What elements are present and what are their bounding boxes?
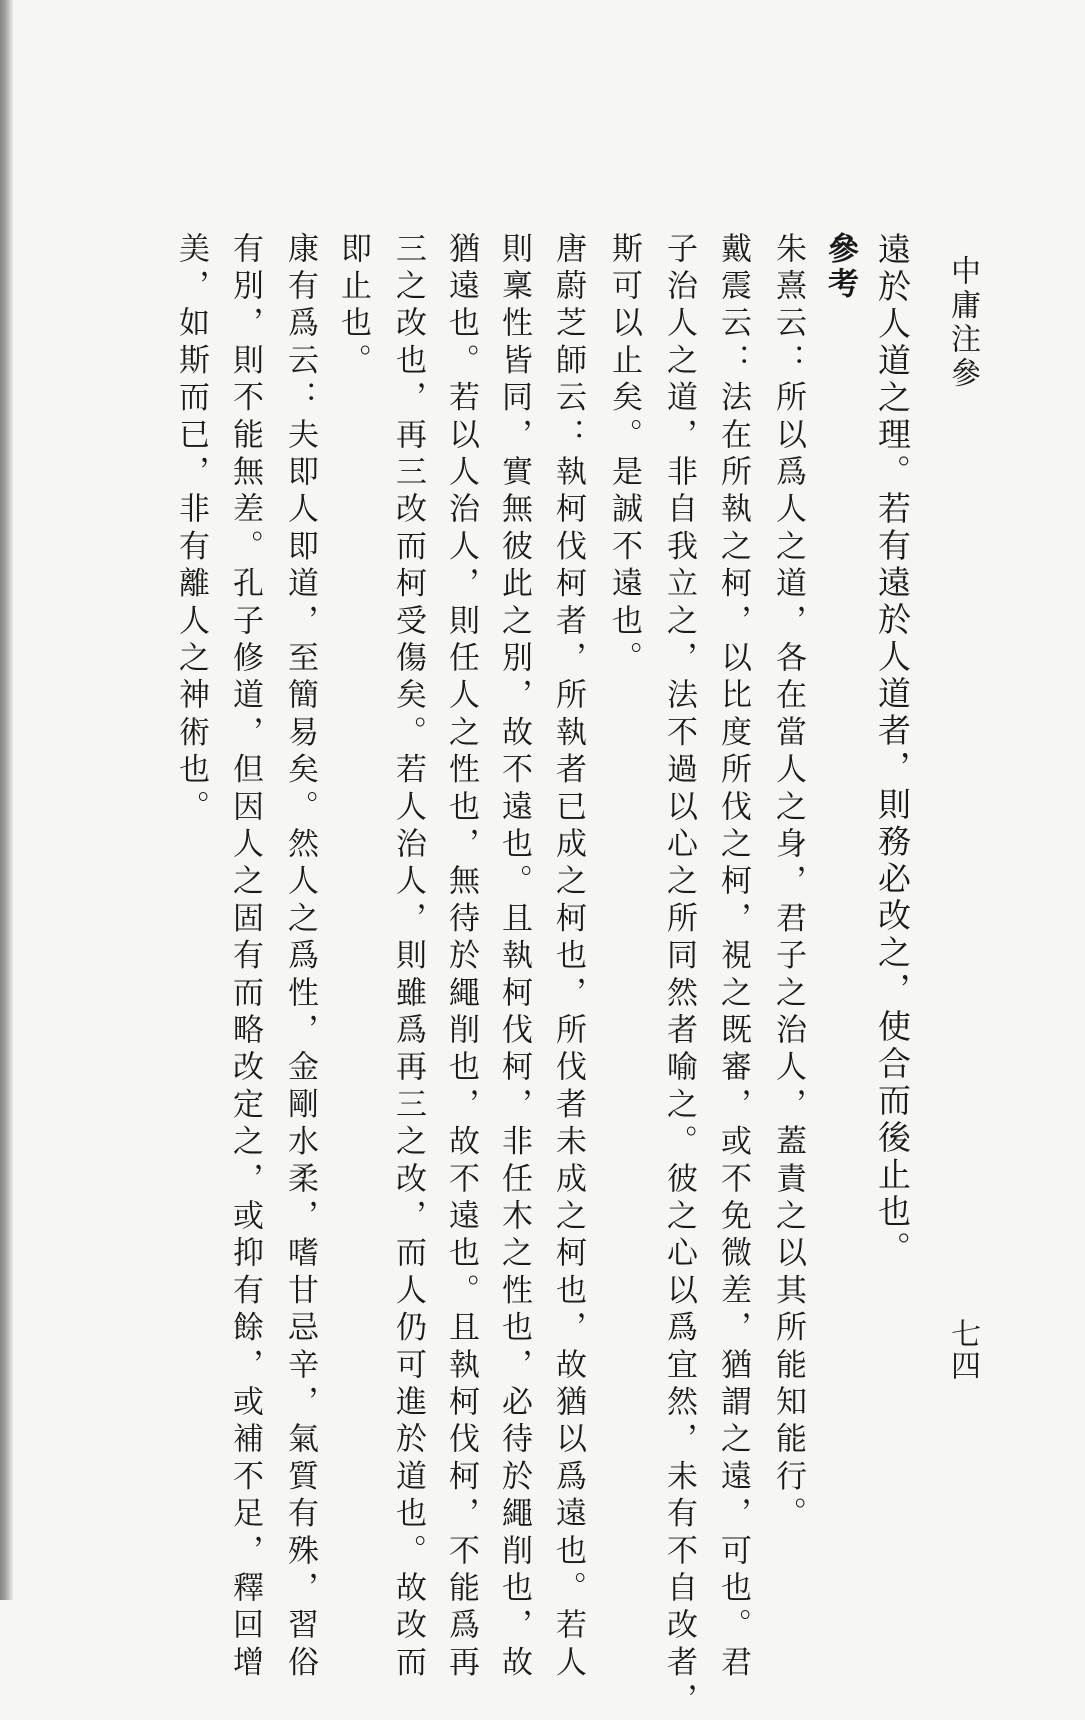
page-edge-shadow xyxy=(0,0,14,1600)
text-column-9: 猶遠也。若以人治人，則任人之性也，無待於繩削也，故不遠也。且執柯伐柯，不能爲再 xyxy=(443,232,479,1683)
running-title: 中庸注參 xyxy=(945,255,980,391)
text-column-8: 則稟性皆同，實無彼此之別，故不遠也。且執柯伐柯，非任木之性也，必待於繩削也，故 xyxy=(496,232,532,1683)
text-column-3: 朱熹云：所以爲人之道，各在當人之身，君子之治人，蓋責之以其所能知能行。 xyxy=(770,232,806,1534)
text-column-10: 三之改也，再三改而柯受傷矣。若人治人，則雖爲再三之改，而人仍可進於道也。故改而 xyxy=(390,232,426,1683)
text-column-6: 斯可以止矣。是誠不遠也。 xyxy=(606,232,642,679)
page-number: 七四 xyxy=(945,1318,980,1382)
text-column-14: 美，如斯而已，非有離人之神術也。 xyxy=(173,232,209,828)
text-column-11: 即止也。 xyxy=(335,232,371,381)
text-column-13: 有別，則不能無差。孔子修道，但因人之固有而略改定之，或抑有餘，或補不足，釋回增 xyxy=(227,232,263,1683)
text-column-5: 子治人之道，非自我立之，法不過以心之所同然者喻之。彼之心以爲宜然，未有不自改者， xyxy=(661,232,697,1720)
section-heading: 參考 xyxy=(822,232,858,302)
text-column-12: 康有爲云：夫即人即道，至簡易矣。然人之爲性，金剛水柔，嗜甘忌辛，氣質有殊，習俗 xyxy=(282,232,318,1683)
text-column-4: 戴震云：法在所執之柯，以比度所伐之柯，視之既審，或不免微差，猶謂之遠，可也。君 xyxy=(715,232,751,1683)
text-column-1: 遠於人道之理。若有遠於人道者，則務必改之，使合而後止也。 xyxy=(873,232,912,1268)
text-column-7: 唐蔚芝師云：執柯伐柯者，所執者已成之柯也，所伐者未成之柯也，故猶以爲遠也。若人 xyxy=(550,232,586,1683)
